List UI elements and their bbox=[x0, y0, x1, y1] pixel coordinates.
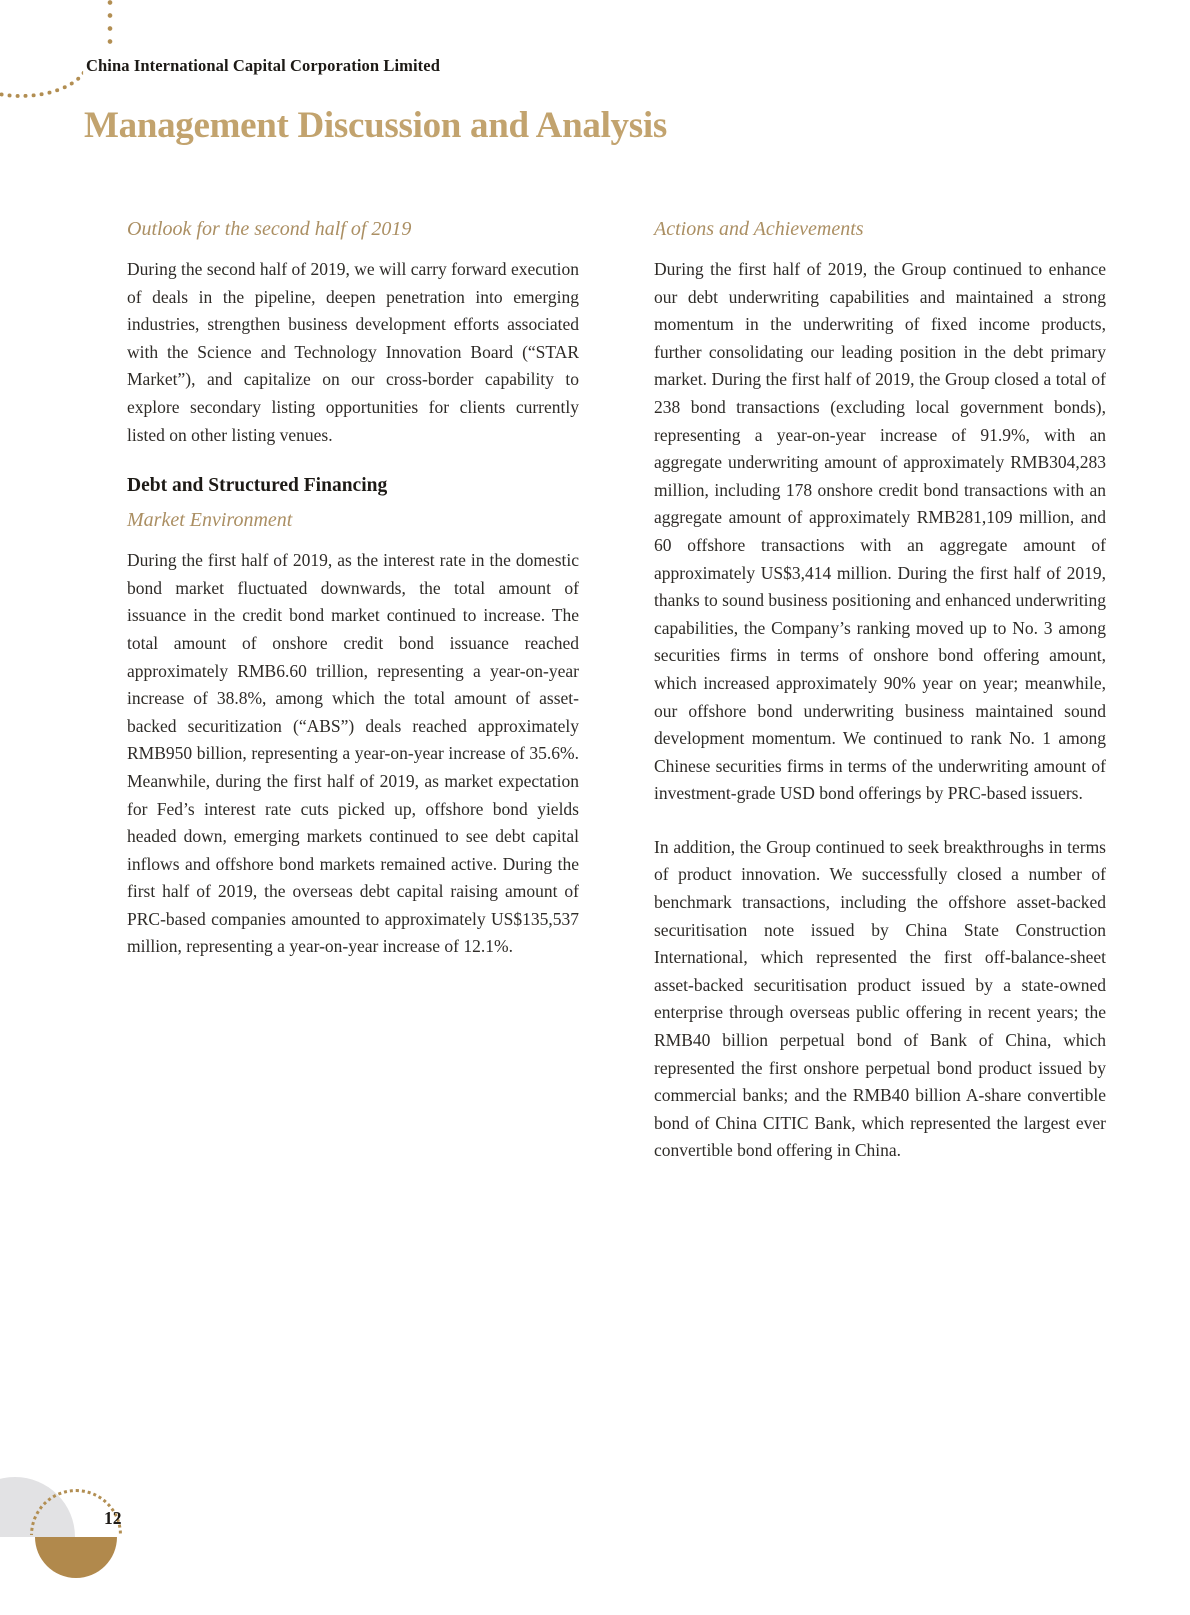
paragraph-actions-achievements-1: During the first half of 2019, the Group continued to enhance our debt underwriting capabilities and maintained a strong momentum in the underwriting of fixed income products, further consolidating our leading position in the debt primary market. During the first half of 2019, the Group closed a total of 238 bond transactions (excluding local government bonds), representing a year-on-year increase of 91.9%, with an aggregate underwriting amount of approximately RMB304,283 million, including 178 onshore credit bond transactions with an aggregate amount of approximately RMB281,109 million, and 60 offshore transactions with an aggregate amount of approximately US$3,414 million. During the first half of 2019, thanks to sound business positioning and enhanced underwriting capabilities, the Company’s ranking moved up to No. 3 among securities firms in terms of onshore bond offering amount, which increased approximately 90% year on year; meanwhile, our offshore bond underwriting business maintained sound development momentum. We continued to rank No. 1 among Chinese securities firms in terms of the underwriting amount of investment-grade USD bond offerings by PRC-based issuers. bbox=[654, 259, 1106, 804]
paragraph-actions-achievements-2: In addition, the Group continued to seek breakthroughs in terms of product innovation. We successfully closed a number of benchmark transactions, including the offshore asset-backed securitisation note issued by China State Construction International, which represented the first off-balance-sheet asset-backed securitisation product issued by a state-owned enterprise through overseas public offering in recent years; the RMB40 billion perpetual bond of Bank of China, which represented the first onshore perpetual bond product issued by commercial banks; and the RMB40 billion A-share convertible bond of China CITIC Bank, which represented the largest ever convertible bond offering in China. bbox=[654, 836, 1106, 1161]
dotted-line-decoration-top bbox=[107, 0, 113, 50]
section-heading-actions-achievements: Actions and Achievements bbox=[654, 218, 864, 240]
dotted-arc-decoration-top-left bbox=[0, 22, 90, 98]
paragraph-outlook: During the second half of 2019, we will carry forward execution of deals in the pipeline, deepen penetration into emerging industries, strengthen business development efforts associated with the Science and Technology Innovation Board (“STAR Market”), and capitalize on our cross-border capability to explore secondary listing opportunities for clients currently listed on other listing venues. bbox=[127, 259, 579, 445]
section-heading-market-environment: Market Environment bbox=[127, 509, 293, 532]
left-column bbox=[127, 218, 579, 987]
section-heading-outlook: Outlook for the second half of 2019 bbox=[127, 218, 412, 240]
page-number: 12 bbox=[104, 1508, 122, 1528]
right-column bbox=[654, 218, 1106, 1191]
paragraph-market-environment: During the first half of 2019, as the interest rate in the domestic bond market fluctuated downwards, the total amount of issuance in the credit bond market continued to increase. The total amount of onshore credit bond issuance reached approximately RMB6.60 trillion, representing a year-on-year increase of 38.8%, among which the total amount of asset-backed securitization (“ABS”) deals reached approximately RMB950 billion, representing a year-on-year increase of 35.6%. Meanwhile, during the first half of 2019, as market expectation for Fed’s interest rate cuts picked up, offshore bond yields headed down, emerging markets continued to see debt capital inflows and offshore bond markets remained active. During the first half of 2019, the overseas debt capital raising amount of PRC-based companies amounted to approximately US$135,537 million, representing a year-on-year increase of 12.1%. bbox=[127, 550, 579, 957]
company-name: China International Capital Corporation Limited bbox=[86, 56, 440, 75]
gold-semicircle-decoration bbox=[35, 1537, 117, 1578]
section-heading-debt-structured-financing: Debt and Structured Financing bbox=[127, 475, 388, 497]
page-title: Management Discussion and Analysis bbox=[84, 105, 667, 146]
